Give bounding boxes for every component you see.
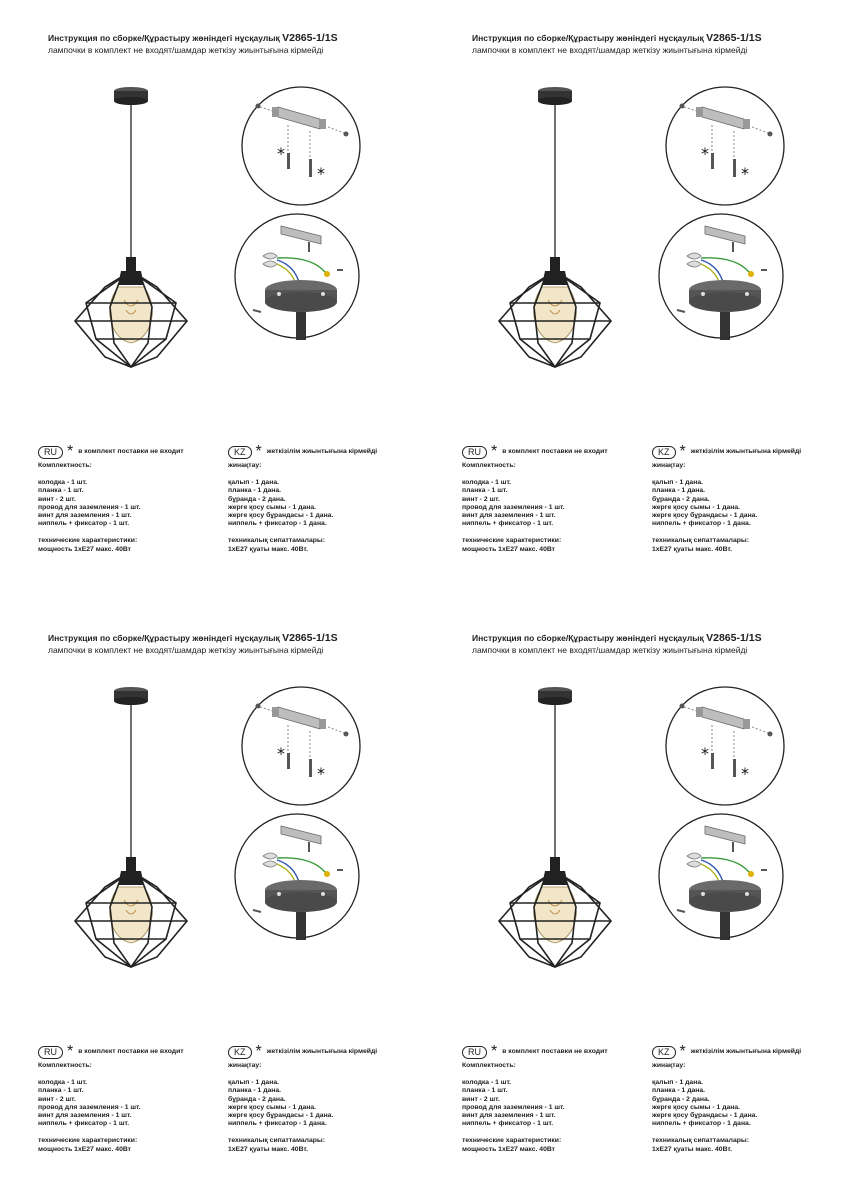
kz-item: бұранда - 2 дана. (652, 495, 710, 503)
kz-item: ниппель + фиксатор - 1 дана. (652, 520, 751, 528)
kz-item: планка - 1 дана. (652, 1087, 706, 1095)
kz-item: бұранда - 2 дана. (652, 1095, 710, 1103)
ru-item: планка - 1 шт. (462, 1087, 508, 1095)
kz-item: қалып - 1 дана. (228, 479, 279, 487)
ru-item: винт для заземления - 1 шт. (38, 1112, 132, 1120)
ru-note: в комплект поставки не входит (502, 447, 608, 455)
kz-specs-label: техникалық сипаттамалары: (228, 1137, 325, 1145)
ru-item: колодка - 1 шт. (462, 479, 512, 487)
ru-item: винт для заземления - 1 шт. (462, 1112, 556, 1120)
ru-item: колодка - 1 шт. (462, 1079, 512, 1087)
ru-item: винт для заземления - 1 шт. (462, 512, 556, 520)
ru-item: винт - 2 шт. (462, 1095, 500, 1103)
ru-item: колодка - 1 шт. (38, 1079, 88, 1087)
ru-section (462, 1045, 652, 1154)
kz-item: жерге қосу бұрандасы - 1 дана. (228, 1112, 334, 1120)
ru-item: винт - 2 шт. (38, 1095, 76, 1103)
svg-text:*: * (741, 164, 749, 183)
kz-note: жеткізілім жиынтығына кірмейді (266, 1047, 378, 1055)
sheet-title (472, 32, 762, 44)
ru-item: ниппель + фиксатор - 1 шт. (462, 520, 554, 528)
kz-item: бұранда - 2 дана. (228, 495, 286, 503)
ru-section (462, 445, 652, 554)
kz-item: жерге қосу сымы - 1 дана. (228, 1103, 317, 1111)
ru-specs: мощность 1xE27 макс. 40Вт (38, 545, 132, 553)
kz-item: бұранда - 2 дана. (228, 1095, 286, 1103)
ru-item: провод для заземления - 1 шт. (462, 503, 565, 511)
title-prefix: Инструкция по сборке/Құрастыру жөніндегі нұсқаулық (48, 33, 280, 43)
ru-specs-label: технические характеристики: (462, 1137, 562, 1145)
kz-item: жерге қосу сымы - 1 дана. (228, 503, 317, 511)
ru-item: колодка - 1 шт. (38, 479, 88, 487)
kz-item: планка - 1 дана. (228, 487, 282, 495)
kz-specs-label: техникалық сипаттамалары: (228, 537, 325, 545)
kz-badge: KZ (228, 446, 252, 459)
asterisk-icon: * (67, 443, 74, 460)
ru-badge: RU (38, 1046, 63, 1059)
kz-item: жерге қосу сымы - 1 дана. (652, 503, 741, 511)
ru-item: провод для заземления - 1 шт. (462, 1103, 565, 1111)
ru-contents-label: Комплектность: (38, 462, 92, 469)
kz-badge: KZ (228, 1046, 252, 1059)
kz-item: планка - 1 дана. (228, 1087, 282, 1095)
model-number: V2865-1/1S (282, 632, 338, 644)
wiring-diagram-icon (657, 212, 785, 340)
ru-item: винт - 2 шт. (38, 495, 76, 503)
asterisk-icon: * (491, 1043, 498, 1060)
mounting-bracket-icon (664, 85, 786, 207)
ru-note: в комплект поставки не входит (502, 1047, 608, 1055)
ru-item: планка - 1 шт. (462, 487, 508, 495)
ru-item: провод для заземления - 1 шт. (38, 503, 141, 511)
ru-specs: мощность 1xE27 макс. 40Вт (38, 1145, 132, 1153)
svg-text:*: * (277, 744, 285, 763)
kz-note: жеткізілім жиынтығына кірмейді (690, 447, 802, 455)
svg-text:*: * (701, 744, 709, 763)
title-prefix: Инструкция по сборке/Құрастыру жөніндегі нұсқаулық (472, 33, 704, 43)
kz-contents-label: жинақтау: (652, 1062, 686, 1069)
kz-section (228, 1045, 424, 1154)
kz-note: жеткізілім жиынтығына кірмейді (266, 447, 378, 455)
ru-section (38, 445, 228, 554)
ru-badge: RU (462, 1046, 487, 1059)
kz-item: ниппель + фиксатор - 1 дана. (228, 1120, 327, 1128)
pendant-lamp-icon (484, 675, 634, 995)
kz-specs: 1xE27 қуаты макс. 40Вт. (652, 545, 733, 553)
kz-item: қалып - 1 дана. (652, 1079, 703, 1087)
kz-contents-label: жинақтау: (652, 462, 686, 469)
instruction-sheet (424, 600, 848, 1200)
ru-item: ниппель + фиксатор - 1 шт. (462, 1120, 554, 1128)
sheet-subtitle: лампочки в комплект не входят/шамдар жеткізу жиынтығына кірмейді (48, 45, 324, 55)
ru-item: ниппель + фиксатор - 1 шт. (38, 1120, 130, 1128)
ru-specs: мощность 1xE27 макс. 40Вт (462, 545, 556, 553)
ru-item: ниппель + фиксатор - 1 шт. (38, 520, 130, 528)
ru-badge: RU (462, 446, 487, 459)
svg-text:*: * (317, 164, 325, 183)
asterisk-icon: * (255, 443, 262, 460)
ru-contents-label: Комплектность: (462, 1062, 516, 1069)
kz-section (228, 445, 424, 554)
kz-specs: 1xE27 қуаты макс. 40Вт. (228, 545, 309, 553)
kz-item: жерге қосу бұрандасы - 1 дана. (228, 512, 334, 520)
ru-note: в комплект поставки не входит (78, 447, 184, 455)
sheet-title (472, 632, 762, 644)
kz-badge: KZ (652, 1046, 676, 1059)
ru-item: винт - 2 шт. (462, 495, 500, 503)
model-number: V2865-1/1S (282, 32, 338, 44)
svg-text:*: * (317, 764, 325, 783)
ru-specs: мощность 1xE27 макс. 40Вт (462, 1145, 556, 1153)
kz-item: жерге қосу бұрандасы - 1 дана. (652, 512, 758, 520)
kz-note: жеткізілім жиынтығына кірмейді (690, 1047, 802, 1055)
title-prefix: Инструкция по сборке/Құрастыру жөніндегі нұсқаулық (472, 633, 704, 643)
instruction-sheet (0, 600, 424, 1200)
kz-item: қалып - 1 дана. (652, 479, 703, 487)
instruction-sheet (0, 0, 424, 600)
wiring-diagram-icon (233, 812, 361, 940)
kz-specs: 1xE27 қуаты макс. 40Вт. (228, 1145, 309, 1153)
sheet-subtitle: лампочки в комплект не входят/шамдар жеткізу жиынтығына кірмейді (472, 645, 748, 655)
kz-contents-label: жинақтау: (228, 1062, 262, 1069)
wiring-diagram-icon (657, 812, 785, 940)
kz-item: ниппель + фиксатор - 1 дана. (652, 1120, 751, 1128)
asterisk-icon: * (255, 1043, 262, 1060)
pendant-lamp-icon (60, 675, 210, 995)
mounting-bracket-icon (240, 685, 362, 807)
kz-item: қалып - 1 дана. (228, 1079, 279, 1087)
asterisk-icon: * (679, 443, 686, 460)
ru-contents-label: Комплектность: (38, 1062, 92, 1069)
kz-section (652, 1045, 848, 1154)
ru-specs-label: технические характеристики: (38, 537, 138, 545)
model-number: V2865-1/1S (706, 32, 762, 44)
asterisk-icon: * (491, 443, 498, 460)
kz-specs: 1xE27 қуаты макс. 40Вт. (652, 1145, 733, 1153)
title-prefix: Инструкция по сборке/Құрастыру жөніндегі нұсқаулық (48, 633, 280, 643)
ru-specs-label: технические характеристики: (462, 537, 562, 545)
wiring-diagram-icon (233, 212, 361, 340)
ru-item: планка - 1 шт. (38, 1087, 84, 1095)
svg-text:*: * (741, 764, 749, 783)
kz-badge: KZ (652, 446, 676, 459)
ru-section (38, 1045, 228, 1154)
kz-section (652, 445, 848, 554)
svg-text:*: * (701, 144, 709, 163)
ru-item: планка - 1 шт. (38, 487, 84, 495)
kz-specs-label: техникалық сипаттамалары: (652, 537, 749, 545)
kz-specs-label: техникалық сипаттамалары: (652, 1137, 749, 1145)
mounting-bracket-icon (240, 85, 362, 207)
ru-item: винт для заземления - 1 шт. (38, 512, 132, 520)
ru-contents-label: Комплектность: (462, 462, 516, 469)
sheet-subtitle: лампочки в комплект не входят/шамдар жеткізу жиынтығына кірмейді (48, 645, 324, 655)
ru-specs-label: технические характеристики: (38, 1137, 138, 1145)
kz-item: планка - 1 дана. (652, 487, 706, 495)
ru-note: в комплект поставки не входит (78, 1047, 184, 1055)
svg-text:*: * (277, 144, 285, 163)
ru-item: провод для заземления - 1 шт. (38, 1103, 141, 1111)
instruction-sheet (424, 0, 848, 600)
asterisk-icon: * (679, 1043, 686, 1060)
ru-badge: RU (38, 446, 63, 459)
sheet-title (48, 632, 338, 644)
sheet-title (48, 32, 338, 44)
model-number: V2865-1/1S (706, 632, 762, 644)
pendant-lamp-icon (484, 75, 634, 395)
kz-item: жерге қосу бұрандасы - 1 дана. (652, 1112, 758, 1120)
pendant-lamp-icon (60, 75, 210, 395)
kz-item: ниппель + фиксатор - 1 дана. (228, 520, 327, 528)
mounting-bracket-icon (664, 685, 786, 807)
kz-contents-label: жинақтау: (228, 462, 262, 469)
asterisk-icon: * (67, 1043, 74, 1060)
sheet-subtitle: лампочки в комплект не входят/шамдар жеткізу жиынтығына кірмейді (472, 45, 748, 55)
kz-item: жерге қосу сымы - 1 дана. (652, 1103, 741, 1111)
